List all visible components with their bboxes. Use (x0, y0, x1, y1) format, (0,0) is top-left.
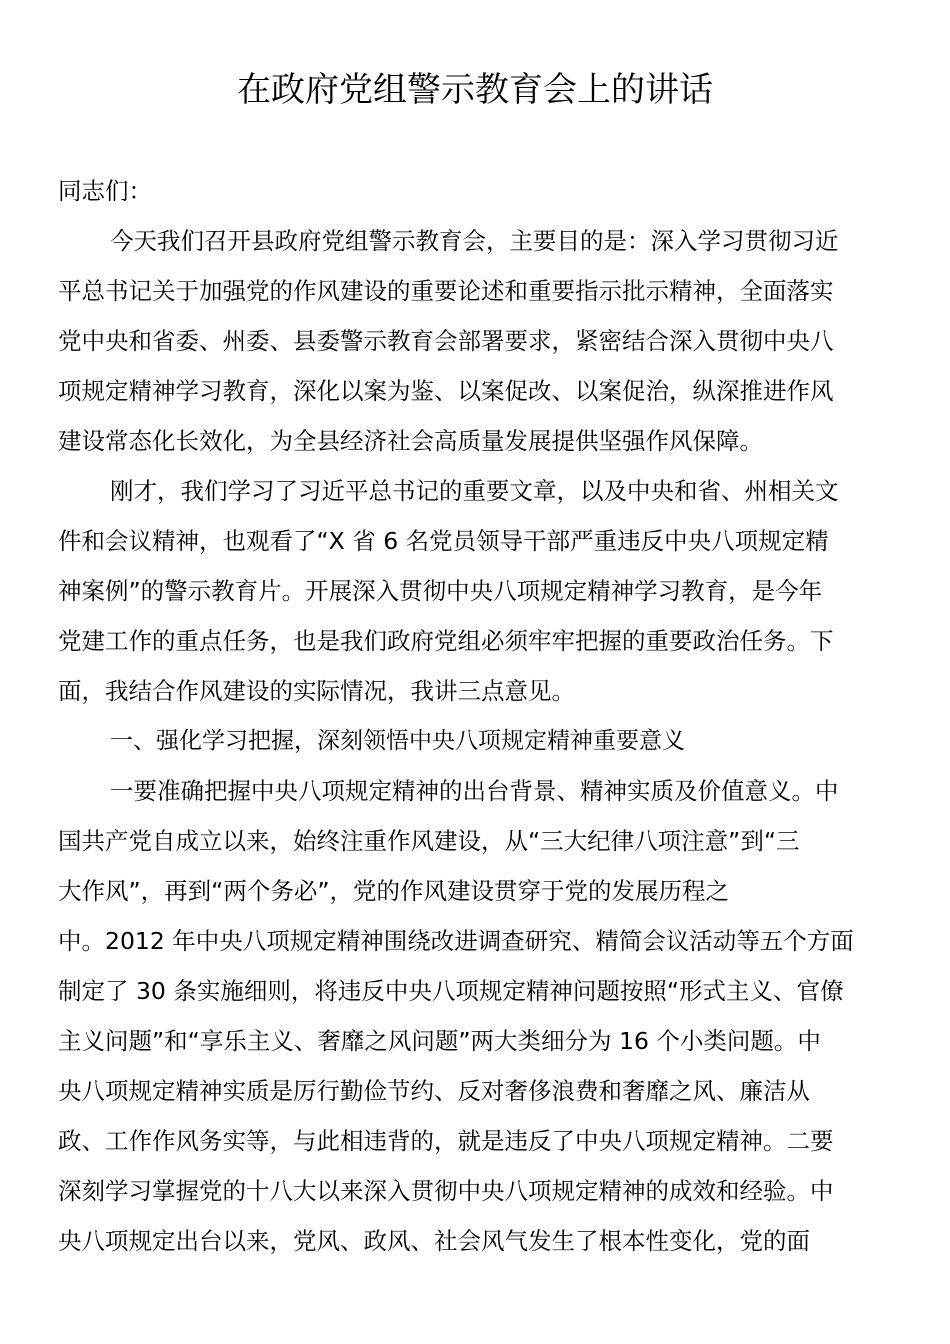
body-line: 央八项规定精神实质是厉行勤俭节约、反对奢侈浪费和奢靡之风、廉洁从 (58, 1077, 810, 1105)
body-line: 一要准确把握中央八项规定精神的出台背景、精神实质及价值意义。中 (110, 777, 839, 805)
body-line: 件和会议精神，也观看了“X 省 6 名党员领导干部严重违反中央八项规定精 (58, 527, 829, 555)
section-heading: 一、强化学习把握，深刻领悟中央八项规定精神重要意义 (110, 728, 685, 754)
body-line: 大作风”，再到“两个务必”，党的作风建设贯穿于党的发展历程之 (58, 877, 730, 905)
body-line: 主义问题”和“享乐主义、奢靡之风问题”两大类细分为 16 个小类问题。中 (58, 1027, 821, 1055)
body-line: 平总书记关于加强党的作风建设的重要论述和重要指示批示精神，全面落实 (58, 277, 834, 305)
body-line: 国共产党自成立以来，始终注重作风建设，从“三大纪律八项注意”到“三 (58, 827, 800, 855)
document-body (58, 166, 898, 1266)
body-line: 同志们： (58, 177, 152, 205)
body-line: 央八项规定出台以来，党风、政风、社会风气发生了根本性变化，党的面 (58, 1227, 810, 1255)
body-line: 神案例”的警示教育片。开展深入贯彻中央八项规定精神学习教育，是今年 (58, 577, 823, 605)
body-line: 项规定精神学习教育，深化以案为鉴、以案促改、以案促治，纵深推进作风 (58, 377, 834, 405)
body-line: 刚才，我们学习了习近平总书记的重要文章，以及中央和省、州相关文 (110, 477, 839, 505)
body-line: 中。2012 年中央八项规定精神围绕改进调查研究、精简会议活动等五个方面 (58, 927, 854, 955)
body-line: 面，我结合作风建设的实际情况，我讲三点意见。 (58, 677, 575, 705)
body-line: 今天我们召开县政府党组警示教育会，主要目的是：深入学习贯彻习近 (110, 227, 839, 255)
body-line: 建设常态化长效化，为全县经济社会高质量发展提供坚强作风保障。 (58, 427, 763, 455)
body-line: 政、工作作风务实等，与此相违背的，就是违反了中央八项规定精神。二要 (58, 1127, 834, 1155)
body-line: 党中央和省委、州委、县委警示教育会部署要求，紧密结合深入贯彻中央八 (58, 327, 834, 355)
body-line: 党建工作的重点任务，也是我们政府党组必须牢牢把握的重要政治任务。下 (58, 627, 834, 655)
body-line: 制定了 30 条实施细则，将违反中央八项规定精神问题按照“形式主义、官僚 (58, 977, 844, 1005)
body-line: 深刻学习掌握党的十八大以来深入贯彻中央八项规定精神的成效和经验。中 (58, 1177, 834, 1205)
document-title: 在政府党组警示教育会上的讲话 (237, 70, 713, 110)
